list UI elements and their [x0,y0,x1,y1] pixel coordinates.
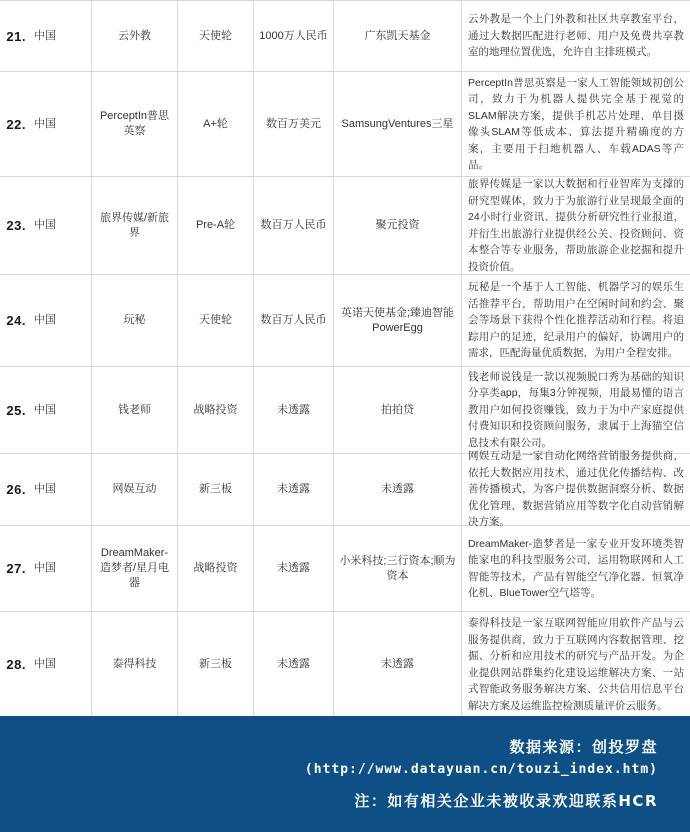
description-cell: 钱老师说钱是一款以视频脱口秀为基础的知识分享类app，每集3分钟视频，用最易懂的语言教用户如何投资赚钱，致力于为中产家庭提供付费知识和投资顾问服务，隶属于上海猫空信息技术有限公司。 [468,370,684,449]
row-number: 21. [6,28,26,44]
amount-cell: 未透露 [254,526,334,611]
description-cell: 旅界传媒是一家以大数据和行业智库为支撑的研究型媒体，致力于为旅游行业呈现最全面的24小时行业资讯、提供分析研究性行业报道，并衍生出旅游行业提供经公关、投资顾问、资本整合等专业服务，帮助旅游企业挖掘和提升投资价值。 [468,178,684,273]
round-cell: A+轮 [178,72,254,176]
source-footer [0,716,690,832]
investor-cell: 未透露 [334,612,462,717]
description-cell: DreamMaker-造梦者是一家专业开发环境类智能家电的科技型服务公司，运用物联网和人工智能等技术，产品有智能空气净化器、恒氧净化机、BlueTower空气塔等。 [468,537,684,599]
amount-cell: 未透露 [254,454,334,525]
table-row [0,612,690,717]
round-cell: 战略投资 [178,367,254,453]
investor-cell: 小米科技;三行资本;顺为资本 [334,526,462,611]
table-row [0,72,690,177]
description-cell: 玩秘是一个基于人工智能、机器学习的娱乐生活推荐平台，帮助用户在空闲时间和约会、聚会等场景下获得个性化推荐活动和行程。将追踪用户的足迹，纪录用户的偏好，协调用户的需求，匹配海量优质数据，为用户全程安排。 [468,281,684,360]
round-cell: 战略投资 [178,526,254,611]
company-name-cell: PerceptIn普思英察 [92,72,178,176]
amount-cell: 未透露 [254,612,334,717]
investor-cell: 英诺天使基金;臻迪智能PowerEgg [334,275,462,366]
investor-cell: 未透露 [334,454,462,525]
country-cell: 中国 [28,72,92,176]
investor-cell: 广东凯天基金 [334,1,462,71]
amount-cell: 数百万美元 [254,72,334,176]
country-cell: 中国 [28,275,92,366]
row-number: 24. [6,313,26,328]
table-row [0,367,690,454]
description-cell: 泰得科技是一家互联网智能应用软件产品与云服务提供商，致力于互联网内容数据管理、挖掘、分析和应用技术的研究与产品开发。为企业提供网站群集约化建设运维解决方案、一站式智能政务服务解决方案、公共信用信息平台解决方案及运维监控检测质量评价云服务。 [468,617,684,712]
country-cell: 中国 [28,454,92,525]
country-cell: 中国 [28,526,92,611]
contact-note: 注：如有相关企业未被收录欢迎联系HCR [354,792,658,810]
company-name-cell: DreamMaker-造梦者/星月电器 [92,526,178,611]
row-number: 27. [6,561,26,576]
round-cell: 新三板 [178,454,254,525]
description-cell: 云外教是一个上门外教和社区共享教室平台，通过大数据匹配进行老师、用户及免费共享教室的地理位置优选，允许自主排班模式。 [468,13,684,59]
country-cell: 中国 [28,1,92,71]
table-row [0,275,690,367]
row-number: 22. [6,116,26,132]
row-number: 25. [6,402,26,418]
round-cell: 新三板 [178,612,254,717]
row-number: 23. [6,218,26,233]
data-source-url[interactable]: (http://www.datayuan.cn/touzi_index.htm) [304,762,658,777]
country-cell: 中国 [28,367,92,453]
description-cell: PerceptIn普思英察是一家人工智能领域初创公司，致力于为机器人提供完全基于视觉的SLAM解决方案，提供手机芯片处理、单目摄像头SLAM等低成本、算法提升精确度的方案，主要用于扫地机器人、车载ADAS等产品。 [468,76,684,171]
company-name-cell: 泰得科技 [92,612,178,717]
amount-cell: 数百万人民币 [254,177,334,274]
investor-cell: SamsungVentures三星 [334,72,462,176]
amount-cell: 1000万人民币 [254,1,334,71]
row-number: 28. [6,657,26,672]
round-cell: 天使轮 [178,275,254,366]
amount-cell: 数百万人民币 [254,275,334,366]
table-row [0,526,690,612]
country-cell: 中国 [28,612,92,717]
company-name-cell: 玩秘 [92,275,178,366]
company-name-cell: 旅界传媒/新旅界 [92,177,178,274]
company-name-cell: 网娱互动 [92,454,178,525]
country-cell: 中国 [28,177,92,274]
amount-cell: 未透露 [254,367,334,453]
data-source-label: 数据来源：创投罗盘 [509,738,658,756]
round-cell: Pre-A轮 [178,177,254,274]
table-row [0,450,690,529]
row-number: 26. [6,482,26,497]
investor-cell: 聚元投资 [334,177,462,274]
investor-cell: 拍拍贷 [334,367,462,453]
table-row [0,1,690,72]
table-row [0,177,690,275]
round-cell: 天使轮 [178,1,254,71]
company-name-cell: 钱老师 [92,367,178,453]
company-name-cell: 云外教 [92,1,178,71]
description-cell: 网娱互动是一家自动化网络营销服务提供商，依托大数据应用技术，通过优化传播结构、改善传播模式，为客户提供数据洞察分析、数据优化管理、数据营销应用等数字化自动营销解决方案。 [468,450,684,529]
